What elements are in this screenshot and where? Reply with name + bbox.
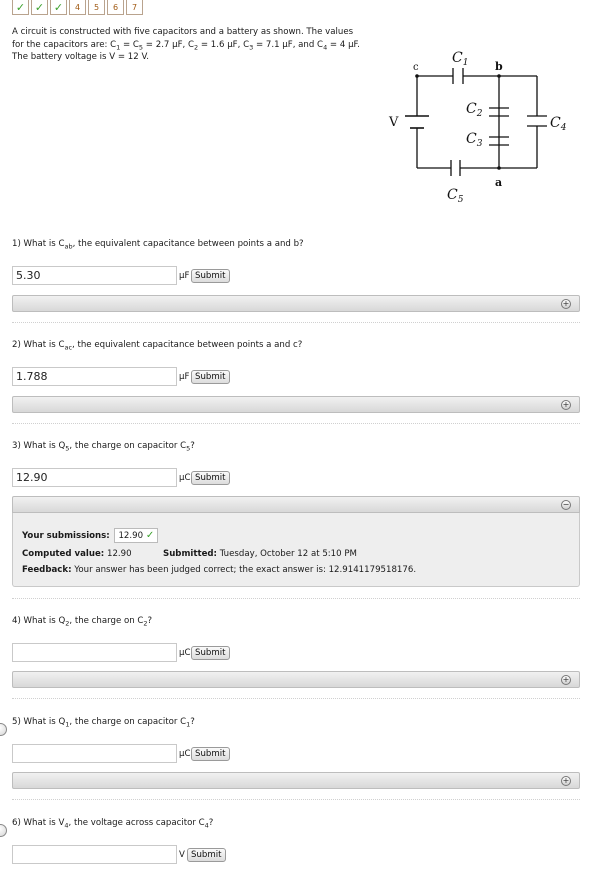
submissions-label: Your submissions: xyxy=(22,531,110,541)
answer-input-4[interactable] xyxy=(12,643,177,662)
intro-line-3: The battery voltage is V = 12 V. xyxy=(12,52,149,62)
submit-button-6[interactable]: Submit xyxy=(187,848,226,862)
check-icon: ✓ xyxy=(15,0,26,14)
unit-1: μF xyxy=(179,271,190,281)
label-C3: $C_3$ xyxy=(466,131,483,149)
feedback-bar-1[interactable] xyxy=(12,295,580,312)
label-C2: $C_2$ xyxy=(466,101,483,119)
divider xyxy=(12,322,580,323)
submit-button-2[interactable]: Submit xyxy=(191,370,230,384)
label-C5: $C_5$ xyxy=(447,187,464,205)
side-scroll-button[interactable] xyxy=(0,723,7,736)
answer-input-2[interactable] xyxy=(12,367,177,386)
answer-input-6[interactable] xyxy=(12,845,177,864)
feedback-bar-4[interactable] xyxy=(12,671,580,688)
question-1: 1) What is $C_{ab}$, the equivalent capacitance between points a and b? xyxy=(12,239,304,251)
circuit-diagram xyxy=(385,40,575,210)
unit-6: V xyxy=(179,850,185,860)
tab-2[interactable] xyxy=(31,0,48,15)
label-V: V xyxy=(389,115,399,130)
check-icon: ✓ xyxy=(34,0,45,14)
question-6: 6) What is $V_4$, the voltage across capacitor $C_4$? xyxy=(12,818,214,830)
question-5: 5) What is $Q_1$, the charge on capacitor $C_1$? xyxy=(12,717,195,729)
expand-icon[interactable]: + xyxy=(562,400,570,409)
unit-3: μC xyxy=(179,473,191,483)
intro-line-2: for the capacitors are: $C_1 = C_5 = 2.7$ μF, $C_2 = 1.6$ μF, $C_3 = 7.1$ μF, and $C_4 = 4$ μF. xyxy=(12,39,360,52)
submitted-row: Submitted: Tuesday, October 12 at 5:10 PM xyxy=(163,549,357,559)
divider xyxy=(12,698,580,699)
collapse-icon[interactable]: − xyxy=(562,500,570,509)
question-3: 3) What is $Q_5$, the charge on capacitor $C_5$? xyxy=(12,441,195,453)
tab-3[interactable] xyxy=(50,0,67,15)
problem-statement xyxy=(12,26,382,64)
submission-value-box: 12.90 ✓ xyxy=(114,528,158,543)
question-2: 2) What is $C_{ac}$, the equivalent capacitance between points a and c? xyxy=(12,340,303,352)
feedback-bar-2[interactable] xyxy=(12,396,580,413)
unit-2: μF xyxy=(179,372,190,382)
check-icon: ✓ xyxy=(53,0,64,14)
feedback-row: Feedback: Your answer has been judged correct; the exact answer is: 12.9141179518176. xyxy=(22,565,417,575)
question-4: 4) What is $Q_2$, the charge on $C_2$? xyxy=(12,616,153,628)
unit-5: μC xyxy=(179,749,191,759)
computed-row: Computed value: 12.90 xyxy=(22,549,132,559)
submissions-row xyxy=(22,528,158,543)
tab-1[interactable] xyxy=(12,0,29,15)
progress-tabs xyxy=(12,0,145,16)
submit-button-3[interactable]: Submit xyxy=(191,471,230,485)
answer-input-3[interactable] xyxy=(12,468,177,487)
feedback-bar-5[interactable] xyxy=(12,772,580,789)
answer-input-1[interactable] xyxy=(12,266,177,285)
tab-7[interactable]: 7 xyxy=(126,0,143,15)
expand-icon[interactable]: + xyxy=(562,776,570,785)
tab-6[interactable]: 6 xyxy=(107,0,124,15)
feedback-bar-3[interactable] xyxy=(12,496,580,513)
label-c: c xyxy=(413,62,419,73)
tab-4[interactable]: 4 xyxy=(69,0,86,15)
label-C4: $C_4$ xyxy=(550,115,567,133)
divider xyxy=(12,799,580,800)
check-icon: ✓ xyxy=(145,530,155,541)
divider xyxy=(12,598,580,599)
divider xyxy=(12,423,580,424)
intro-line-1: A circuit is constructed with five capacitors and a battery as shown. The values xyxy=(12,27,354,37)
label-a: a xyxy=(495,176,503,189)
expand-icon[interactable]: + xyxy=(562,675,570,684)
answer-input-5[interactable] xyxy=(12,744,177,763)
unit-4: μC xyxy=(179,648,191,658)
side-scroll-button[interactable] xyxy=(0,824,7,837)
tab-5[interactable]: 5 xyxy=(88,0,105,15)
submit-button-1[interactable]: Submit xyxy=(191,269,230,283)
label-b: b xyxy=(495,60,503,73)
submit-button-5[interactable]: Submit xyxy=(191,747,230,761)
expand-icon[interactable]: + xyxy=(562,299,570,308)
submit-button-4[interactable]: Submit xyxy=(191,646,230,660)
label-C1: $C_1$ xyxy=(452,50,469,68)
feedback-panel-3 xyxy=(12,513,580,587)
